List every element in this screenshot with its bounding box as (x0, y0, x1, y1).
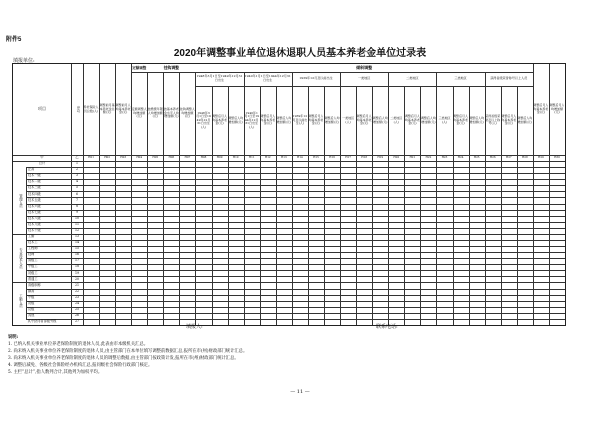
row-seq: 16 (74, 252, 80, 257)
subgroup-header: 获得省级荣誉称号以上人员 (490, 76, 528, 81)
column-header: 调整后人均增加额(元) (372, 116, 388, 124)
code-cell: H04 (136, 155, 143, 160)
code-cell: H18 (361, 155, 368, 160)
note-item: 3. 尚未纳入机关事业单位养老保险制度的退休人员的调整后数据,由主管部门按政策计发,报所在市(州)财政部门统计汇总。 (8, 356, 239, 362)
row-label: 中级工 (28, 264, 38, 269)
column-header: 调整后人均增加额(元) (228, 116, 244, 124)
code-cell: H24 (457, 155, 464, 160)
code-cell: H21 (409, 155, 416, 160)
group-header: 挂钩调整 (163, 64, 179, 70)
code-cell: H29 (538, 155, 544, 160)
column-header: 1939年12月及以前出生(人) (292, 114, 308, 126)
subgroup-header: 1940年1月1日至1944年12月31日出生 (244, 74, 291, 82)
row-seq: 5 (75, 185, 79, 190)
column-header: 1940年1月1日至1944年12月31日出生(人) (244, 110, 260, 129)
code-cell: H03 (120, 155, 127, 160)
row-seq: 7 (75, 197, 79, 202)
code-cell: H12 (264, 155, 271, 160)
row-seq: 1 (75, 161, 79, 166)
column-header: 调整后人均增加额(元) (517, 116, 533, 124)
row-seq: 8 (75, 203, 79, 208)
row-label: 普通工 (28, 276, 38, 281)
note-item: 4. 调整后减免、各级社会保险经办机构汇总,报同级社会保险行政部门核定。 (8, 363, 153, 369)
phone-label: 联系电话: (376, 324, 398, 330)
side-label: 工勤人员 (18, 293, 23, 308)
seq-header: 序号 (75, 106, 80, 113)
row-seq: 18 (74, 264, 80, 269)
row-seq: 25 (74, 306, 80, 311)
code-cell: H05 (152, 155, 159, 160)
row-label: 技术四级 (28, 191, 41, 196)
group-header: 倾斜调整 (356, 64, 373, 70)
column-header: 三类地区(人) (438, 116, 451, 124)
row-label: 高级工 (28, 258, 38, 263)
column-header: 调整后人均增加额(元) (324, 116, 340, 124)
row-label: 技术八级 (28, 215, 41, 220)
code-cell: H01 (88, 155, 94, 160)
code-cell: 乙 (75, 155, 79, 160)
column-header: 一类地区(人) (342, 116, 355, 124)
page-title: 2020年调整事业单位退休退职人员基本养老金单位过录表 (173, 48, 427, 59)
row-seq: 10 (74, 215, 80, 220)
code-cell: H06 (168, 155, 175, 160)
column-header: 调整后月人均基本养老金(元) (308, 114, 324, 126)
subgroup-header: 1948年3月1日至1949年12月31日出生 (196, 74, 243, 82)
row-label: 技术七级 (28, 209, 41, 214)
note-item: 1. 已纳入机关事业单位养老保险制度的退休人员,此表由市本级机关汇总。 (8, 342, 149, 348)
code-cell: H16 (329, 155, 335, 160)
attachment-label: 附件5 (6, 37, 22, 43)
filler-label: 填报人: (186, 324, 203, 330)
row-seq: 11 (74, 221, 80, 226)
code-cell: H30 (554, 155, 560, 160)
column-header: 获得省级荣誉及以上称号(人) (485, 114, 501, 126)
row-seq: 13 (74, 234, 80, 239)
column-header: 调整后人均增加额(元) (469, 116, 485, 124)
row-seq: 12 (74, 228, 80, 232)
row-seq: 20 (74, 276, 80, 281)
row-seq: 21 (74, 282, 80, 287)
row-label: 初级工 (28, 270, 38, 275)
column-header: 调整后月人均基本养老金(元) (453, 114, 469, 126)
code-cell: H14 (297, 155, 303, 160)
column-header: 养老保险人员总数(人) (83, 105, 99, 113)
column-header: 调整后月人均增加额(元) (549, 103, 565, 115)
group-header: 定额调整 (132, 65, 147, 70)
page-number: — 11 — (290, 389, 310, 395)
code-cell: H28 (521, 155, 528, 160)
row-label: 高级职称 (28, 282, 41, 287)
column-header: 调整后月人均基本养老金(元) (501, 114, 517, 126)
code-cell: H26 (489, 155, 496, 160)
code-cell: H27 (505, 155, 512, 160)
column-header: 1948年3月1日至1949年12月31日出生(人) (196, 110, 211, 129)
row-label: 中级 (28, 294, 35, 299)
column-header: 挂钩调整人均增加额(元) (179, 107, 195, 119)
row-label: 其中获得省部级劳模 (27, 319, 57, 324)
row-seq: 4 (75, 179, 79, 184)
row-label: 技术六级 (28, 203, 41, 208)
row-seq: 19 (74, 270, 80, 275)
side-label: 管理人员 (18, 193, 23, 208)
row-label: 技术工 (28, 240, 38, 245)
code-cell: H22 (425, 155, 432, 160)
row-seq: 14 (74, 240, 80, 245)
code-cell: H02 (104, 155, 110, 160)
unit-label: 填报单位: (13, 58, 35, 64)
column-header: 二类地区(人) (390, 116, 403, 124)
row-label: 工勤 (28, 234, 35, 239)
row-seq: 15 (74, 246, 80, 251)
row-seq: 3 (75, 173, 79, 178)
row-label: 技术五级 (28, 197, 41, 202)
code-cell: H17 (345, 155, 351, 160)
row-label: 技术十级 (28, 228, 41, 232)
column-header: 调整后人均增加额(元) (276, 116, 292, 124)
row-label: 副高 (28, 288, 35, 293)
code-cell: H15 (313, 155, 319, 160)
row-label: 总计 (38, 161, 46, 166)
column-header: 调整后月人均基本养老金(元) (404, 114, 420, 126)
row-seq: 26 (74, 313, 80, 318)
code-cell: H25 (473, 155, 480, 160)
row-label: 技术二级 (28, 179, 41, 184)
subgroup-header: 二类地区 (406, 76, 419, 81)
subgroup-header: 一类地区 (357, 76, 371, 81)
side-label: 专业技术人员 (18, 247, 23, 269)
row-label: 正高 (28, 167, 35, 172)
row-seq: 17 (74, 258, 80, 263)
row-seq: 9 (75, 209, 79, 214)
column-header: 调整后月人均基本养老金(元) (533, 103, 549, 115)
subgroup-header: 1939年12月及以前出生 (299, 76, 333, 81)
column-header: 按缴费年限人均增加额(元) (147, 107, 163, 119)
records-table (12, 63, 566, 326)
code-cell: H19 (377, 155, 384, 160)
row-label: 技术一级 (28, 173, 41, 178)
row-label: 技师 (28, 252, 35, 257)
row-label: 员级 (28, 306, 35, 311)
code-cell: 甲 (40, 155, 44, 160)
column-header: 定额调整人均增加额(元) (131, 107, 147, 119)
notes (8, 334, 247, 377)
code-cell: H07 (184, 155, 191, 160)
row-label: 工程师 (28, 246, 38, 251)
code-cell: H20 (393, 155, 400, 160)
row-seq: 6 (75, 191, 79, 196)
code-cell: H08 (200, 155, 207, 160)
grid-line (13, 161, 565, 162)
row-label: 技术三级 (28, 185, 41, 190)
row-label: 技术九级 (28, 221, 41, 226)
row-seq: 22 (74, 288, 80, 293)
column-header: 调整后月人均基本养老金(元) (356, 114, 372, 126)
row-seq: 23 (74, 294, 80, 299)
row-seq: 24 (74, 300, 80, 305)
code-cell: H10 (232, 155, 239, 160)
column-header: 调整后人均增加额(元) (420, 116, 436, 124)
code-cell: H13 (280, 155, 287, 160)
code-cell: H11 (248, 155, 255, 160)
row-label: 其他 (28, 313, 35, 318)
column-header: 调整后月人均基本养老金(元) (260, 114, 276, 126)
note-item: 5. 主栏“总计”,指人数列合计,其他列为加权平均。 (8, 370, 103, 376)
column-header: 调整前月人均基本养老金(元) (115, 103, 131, 115)
item-header: 项目 (38, 106, 46, 112)
column-header: 按基本养老金水平人均增加额(元) (163, 107, 179, 119)
column-header: 调整前月基本养老金总额(元) (99, 103, 115, 115)
row-seq: 27 (74, 319, 80, 324)
row-seq: 2 (75, 167, 79, 172)
subgroup-header: 三类地区 (454, 76, 467, 81)
notes-heading: 说明: (8, 335, 19, 340)
note-item: 2. 尚未纳入机关事业单位养老保险制度的退休人员,由主管部门在本单位填写调整前数据汇总,报所在市(州)财政部门统计汇总。 (8, 349, 248, 355)
row-label: 初级 (28, 300, 35, 305)
column-header: 调整后月人均基本养老金(元) (212, 114, 228, 126)
code-cell: H23 (441, 155, 448, 160)
code-cell: H09 (216, 155, 223, 160)
